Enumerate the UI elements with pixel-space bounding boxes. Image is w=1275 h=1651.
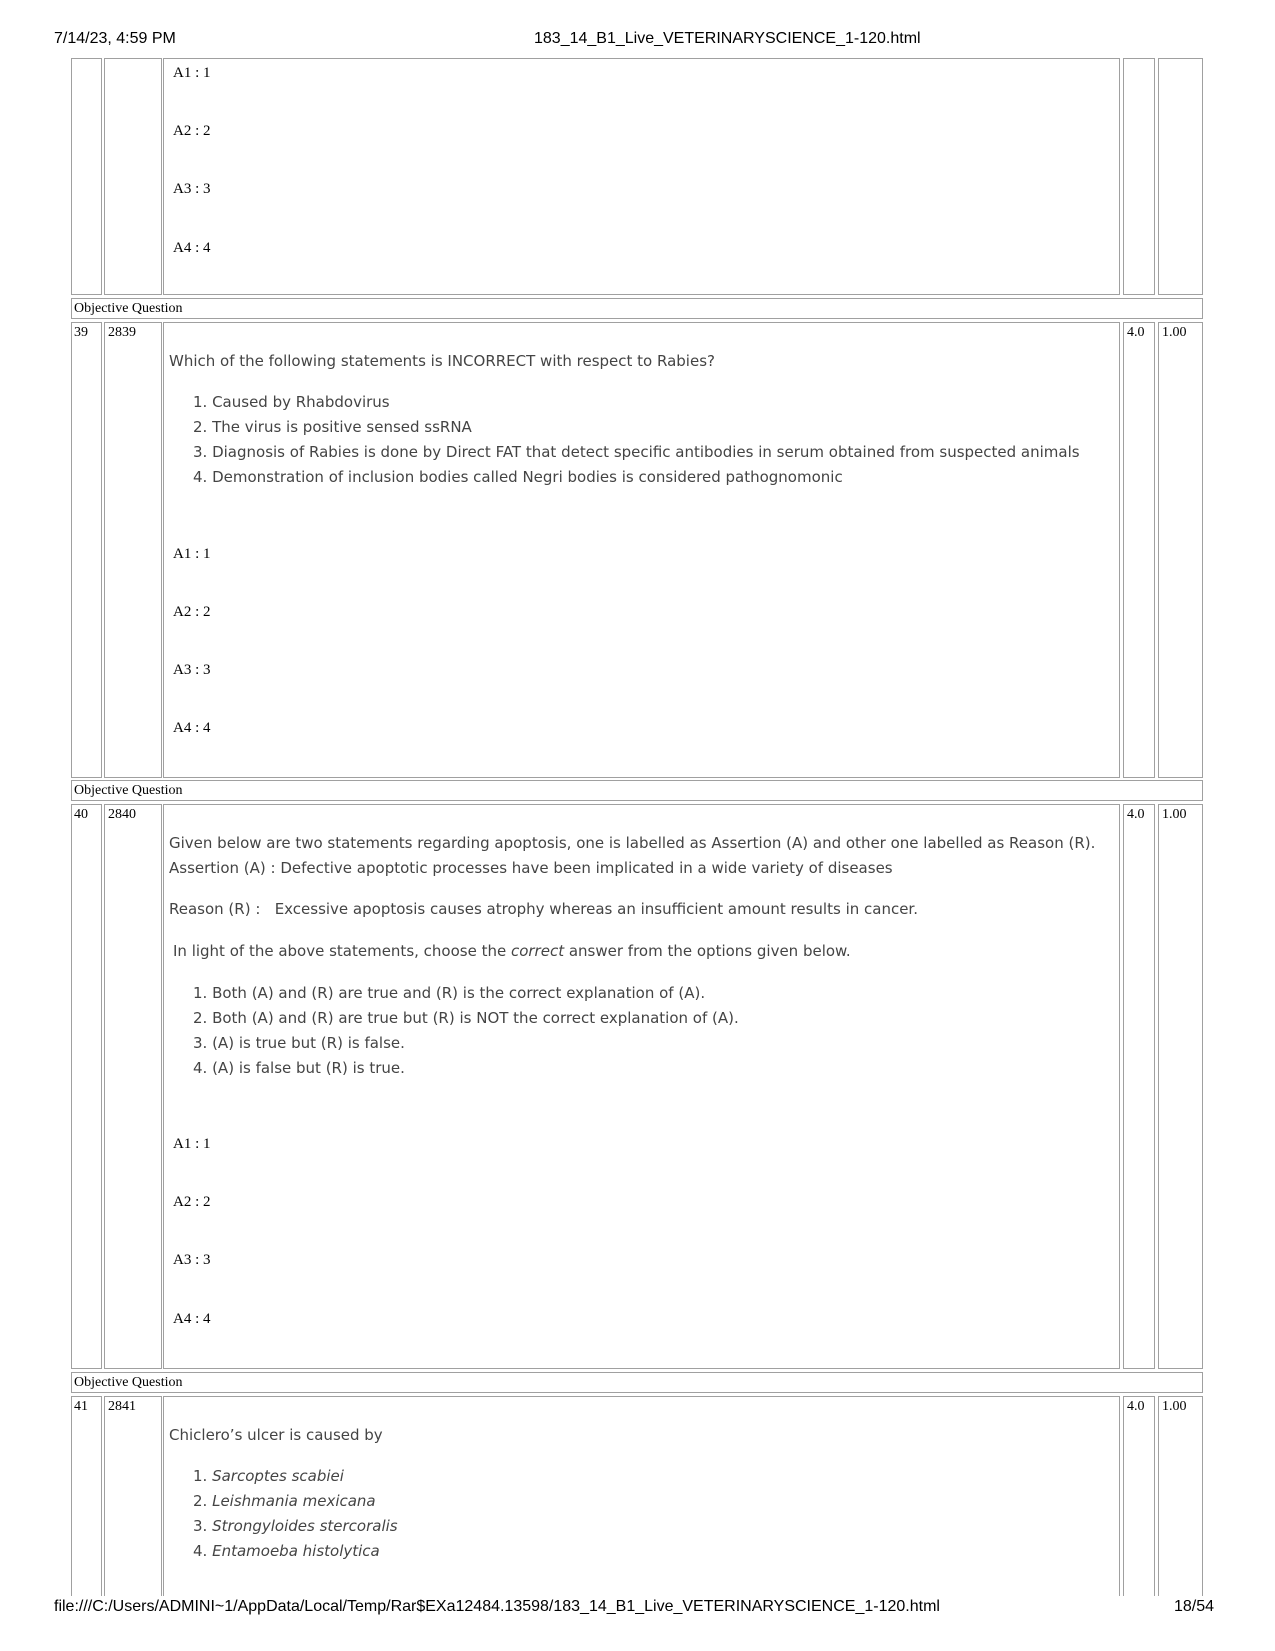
question-marks-cell (1123, 804, 1155, 1369)
print-datetime: 7/14/23, 4:59 PM (54, 30, 176, 47)
question-marks: 4.0 (1127, 325, 1145, 340)
choice-3: 3. Diagnosis of Rabies is done by Direct FAT that detect specific antibodies in serum obtained from suspected animals (193, 443, 1080, 461)
question-negative-marks: 1.00 (1162, 1399, 1187, 1414)
choice-4 (193, 1542, 380, 1560)
answer-option-2: A2 : 2 (173, 604, 211, 620)
choice-3 (193, 1517, 398, 1535)
question-id: 2841 (108, 1399, 136, 1414)
choice-prefix: 1. (193, 1467, 213, 1485)
print-file-path: file:///C:/Users/ADMINI~1/AppData/Local/Temp/Rar$EXa12484.13598/183_14_B1_Live_VETERINARYSCIENCE_1-120.html (54, 1598, 940, 1615)
question-marks: 4.0 (1127, 1399, 1145, 1414)
choice-prefix: 4. (193, 1542, 213, 1560)
question-marks-cell (1123, 322, 1155, 778)
question-number: 41 (74, 1399, 88, 1414)
prev-negative-cell (1158, 58, 1203, 295)
question-text: Chiclero’s ulcer is caused by (169, 1426, 383, 1444)
print-title: 183_14_B1_Live_VETERINARYSCIENCE_1-120.html (534, 30, 921, 47)
section-label-row (71, 780, 1203, 801)
assertion-text: Assertion (A) : Defective apoptotic processes have been implicated in a wide variety of diseases (169, 859, 893, 877)
choice-1 (193, 1467, 344, 1485)
prev-content-cell (163, 58, 1120, 295)
prev-option-3: A3 : 3 (173, 181, 211, 197)
question-id: 2839 (108, 325, 136, 340)
section-label-row (71, 298, 1203, 319)
answer-option-3: A3 : 3 (173, 1252, 211, 1268)
choice-2 (193, 1492, 376, 1510)
question-number-cell (71, 322, 102, 778)
question-negative-cell (1158, 1396, 1203, 1596)
print-page-number: 18/54 (1174, 1598, 1215, 1615)
section-label: Objective Question (74, 301, 183, 316)
choice-2: 2. The virus is positive sensed ssRNA (193, 418, 472, 436)
answer-option-2: A2 : 2 (173, 1194, 211, 1210)
question-intro: Given below are two statements regarding apoptosis, one is labelled as Assertion (A) and other one labelled as Reason (R). (169, 834, 1096, 852)
choice-1: 1. Both (A) and (R) are true and (R) is the correct explanation of (A). (193, 984, 706, 1002)
question-number-cell (71, 1396, 102, 1596)
choice-2: 2. Both (A) and (R) are true but (R) is NOT the correct explanation of (A). (193, 1009, 739, 1027)
choice-3: 3. (A) is true but (R) is false. (193, 1034, 405, 1052)
prev-option-1: A1 : 1 (173, 65, 211, 81)
question-id-cell (104, 1396, 162, 1596)
choice-text: Strongyloides stercoralis (212, 1517, 398, 1535)
choice-1: 1. Caused by Rhabdovirus (193, 393, 390, 411)
question-id-cell (104, 322, 162, 778)
answer-option-3: A3 : 3 (173, 662, 211, 678)
answer-option-1: A1 : 1 (173, 1136, 211, 1152)
section-label-row (71, 1372, 1203, 1393)
question-id: 2840 (108, 807, 136, 822)
choice-text: Sarcoptes scabiei (212, 1467, 344, 1485)
section-label: Objective Question (74, 1375, 183, 1390)
instruction-part-2: answer from the options given below. (564, 942, 851, 960)
question-marks: 4.0 (1127, 807, 1145, 822)
question-instruction (173, 942, 851, 960)
prev-option-4: A4 : 4 (173, 240, 211, 256)
question-id-cell (104, 804, 162, 1369)
choice-prefix: 3. (193, 1517, 213, 1535)
instruction-emphasis: correct (510, 942, 565, 960)
question-marks-cell (1123, 1396, 1155, 1596)
question-negative-cell (1158, 804, 1203, 1369)
question-negative-marks: 1.00 (1162, 325, 1187, 340)
question-negative-marks: 1.00 (1162, 807, 1187, 822)
question-content-cell (163, 322, 1120, 778)
choice-4: 4. (A) is false but (R) is true. (193, 1059, 405, 1077)
answer-option-1: A1 : 1 (173, 546, 211, 562)
question-number: 39 (74, 325, 88, 340)
choice-prefix: 2. (193, 1492, 213, 1510)
question-negative-cell (1158, 322, 1203, 778)
prev-id-cell (104, 58, 162, 295)
prev-marks-cell (1123, 58, 1155, 295)
question-number: 40 (74, 807, 88, 822)
prev-option-2: A2 : 2 (173, 123, 211, 139)
instruction-part-1: In light of the above statements, choose the (173, 942, 511, 960)
choice-text: Leishmania mexicana (212, 1492, 376, 1510)
question-text: Which of the following statements is INCORRECT with respect to Rabies? (169, 352, 715, 370)
choice-4: 4. Demonstration of inclusion bodies called Negri bodies is considered pathognomonic (193, 468, 843, 486)
choice-text: Entamoeba histolytica (212, 1542, 380, 1560)
answer-option-4: A4 : 4 (173, 1311, 211, 1327)
prev-number-cell (71, 58, 102, 295)
answer-option-4: A4 : 4 (173, 720, 211, 736)
reason-text: Reason (R) : Excessive apoptosis causes atrophy whereas an insufficient amount results in cancer. (169, 900, 918, 918)
section-label: Objective Question (74, 783, 183, 798)
question-number-cell (71, 804, 102, 1369)
question-content-cell (163, 804, 1120, 1369)
